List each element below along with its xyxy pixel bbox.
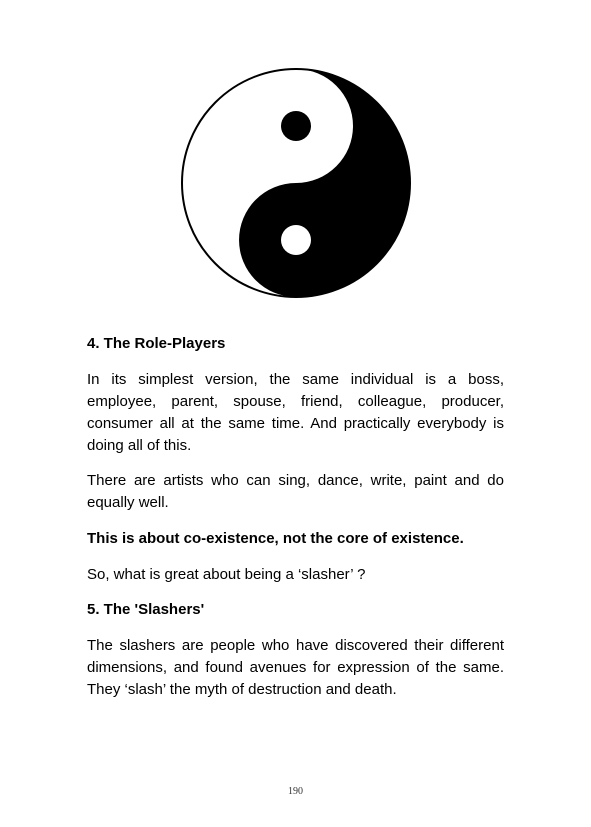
text-body [87, 334, 504, 701]
paragraph: So, what is great about being a ‘slasher’ ? [87, 566, 366, 583]
paragraph: In its simplest version, the same individual is a boss, employee, parent, spouse, friend, colleague, producer, consumer all at the same time. And practically everybody is doing all of this. [87, 371, 504, 454]
paragraph: The slashers are people who have discovered their different dimensions, and found avenues for expression of the same. They ‘slash’ the myth of destruction and death. [87, 637, 504, 698]
yin-yang-icon [180, 67, 412, 299]
section-heading-role-players: 4. The Role-Players [87, 335, 226, 352]
paragraph: There are artists who can sing, dance, write, paint and do equally well. [87, 472, 504, 511]
bold-statement: This is about co-existence, not the core of existence. [87, 530, 464, 547]
section-heading-slashers: 5. The 'Slashers' [87, 601, 205, 618]
page-number: 190 [288, 786, 303, 797]
